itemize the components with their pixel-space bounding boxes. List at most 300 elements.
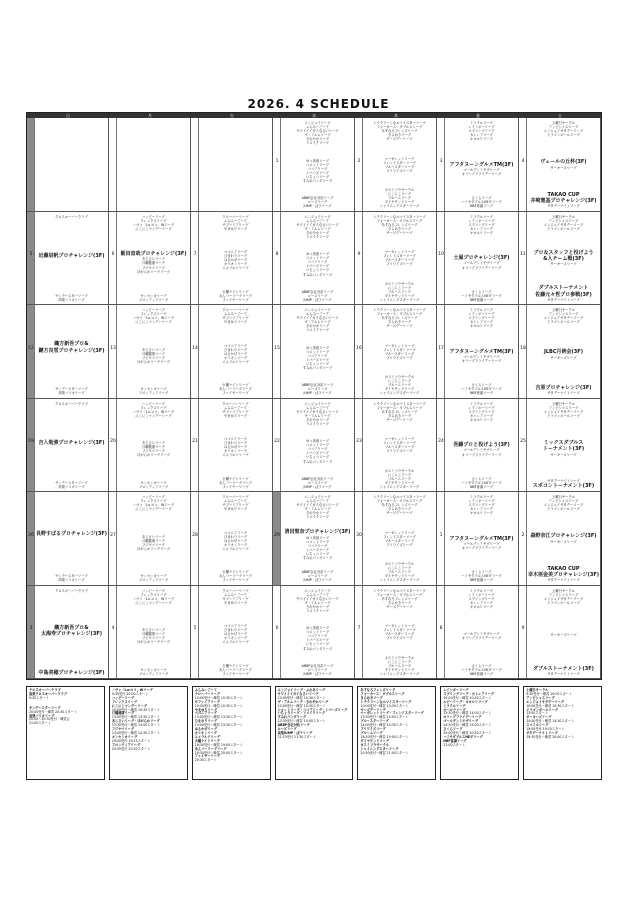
start-time: 10:00受付～練習 10:30スタート xyxy=(111,707,160,712)
league-name: 月曜健康リーグ xyxy=(141,445,166,450)
league-name: トウクリーンなルマイスターリーグ xyxy=(373,401,426,406)
day-strip xyxy=(437,305,445,398)
league-name: ブルースターリーグ xyxy=(384,258,415,263)
league-name: オオルリリーグ xyxy=(470,137,493,142)
day-content xyxy=(36,215,107,303)
day-content xyxy=(282,495,353,583)
league-name: さくらリーグ xyxy=(471,663,492,668)
league-name: ふらみーごーて xyxy=(223,592,248,597)
day-number: 30 xyxy=(356,532,362,538)
league-name: エンジョイリーグ xyxy=(304,308,331,312)
group-night xyxy=(302,570,334,582)
day-cell xyxy=(273,399,355,493)
league-name: あすなろフレンズリーグ xyxy=(381,222,418,227)
league-name: にこにこリーグ xyxy=(387,659,412,664)
day-number: 6 xyxy=(111,252,115,258)
day-number: 18 xyxy=(520,345,526,351)
league-label: フレックスリーグ xyxy=(111,699,138,704)
day-cell xyxy=(519,305,601,399)
day-content xyxy=(36,589,107,677)
group-afternoon xyxy=(453,442,509,457)
day-cell xyxy=(273,305,355,399)
start-time: 13:30受付～練習 14:00スタート xyxy=(443,711,492,716)
league-label: サワイイイガイなさいリーグ xyxy=(277,691,319,696)
day-number: 24 xyxy=(438,439,444,445)
league-name: 高梨バリオリーグ xyxy=(58,297,85,302)
day-cell xyxy=(355,399,437,493)
league-name: サーキーズリーグ xyxy=(550,165,577,170)
league-label: オリオンリーグ xyxy=(194,730,217,735)
group-afternoon xyxy=(303,252,333,277)
league-name: サワイイイガイなさいリーグ xyxy=(296,222,339,227)
group-morning xyxy=(373,589,426,609)
league-name: サタデーナイトリーグ xyxy=(547,204,580,209)
group-afternoon xyxy=(462,632,501,640)
league-time-box xyxy=(357,686,436,780)
group-afternoon xyxy=(284,529,350,560)
group-morning xyxy=(222,402,248,418)
day-strip xyxy=(519,399,527,492)
league-name: フレンドスターリーグ xyxy=(383,254,416,259)
league-name: JUMP・ぱラリーグ xyxy=(303,671,332,676)
day-number: 3 xyxy=(439,158,443,164)
league-label: サファイアリーグ xyxy=(194,699,220,704)
group-afternoon xyxy=(543,440,584,457)
league-name: きらめきリーグ xyxy=(387,320,412,325)
league-name: ひまわりリーグ xyxy=(223,441,248,446)
league-name: オリーブフライデーリーグ xyxy=(461,265,502,270)
league-name: フジヤマリーグ xyxy=(142,449,165,454)
league-label: コメットリーグ・ココアリーグ・トパーズリーグ xyxy=(277,707,348,712)
league-name: スプリングリーグ xyxy=(468,409,495,414)
league-name: カスミソウサークル xyxy=(384,188,415,193)
day-content xyxy=(36,495,107,583)
league-name: アンビシャスリーグ xyxy=(548,592,579,597)
group-afternoon xyxy=(137,628,170,644)
group-morning xyxy=(373,121,426,141)
league-name: きらめきリーグ xyxy=(387,226,412,231)
day-number: 9 xyxy=(521,626,525,632)
day-strip xyxy=(437,118,445,211)
day-number: 4 xyxy=(111,626,115,632)
league-name: ふらみーごーて xyxy=(305,312,330,317)
group-night xyxy=(302,664,334,676)
league-name: ドラゴンボールリーグ xyxy=(547,320,580,325)
day-number: 10 xyxy=(438,252,444,258)
day-number: 9 xyxy=(357,252,361,258)
group-night xyxy=(380,375,419,395)
league-name: JUMP・ぱラリーグ xyxy=(303,391,332,396)
league-name: カスミソウサークル xyxy=(384,281,415,286)
league-name: あじさいリーグ xyxy=(141,257,166,262)
league-name: フレンドスターリーグ xyxy=(383,347,416,352)
league-name: ダイヤモンドリーグ xyxy=(384,293,415,298)
league-label: フリワイズリーグ xyxy=(360,727,386,732)
event-title: 織方新吾プロ& xyxy=(54,341,89,348)
day-cell xyxy=(191,305,273,399)
league-name: ブルースターリーグ xyxy=(384,538,415,543)
event-title: 中島美穂プロチャレンジ(3F) xyxy=(38,669,105,676)
calendar-grid xyxy=(26,112,602,680)
group-afternoon xyxy=(303,439,333,464)
league-label: ハッピーリーグ xyxy=(111,695,135,700)
league-name: JUMP・ぱラリーグ xyxy=(303,204,332,209)
league-name: フレンドスターリーグ xyxy=(383,160,416,165)
weekday-header: 月 xyxy=(109,113,191,118)
league-label: あじさいリーグ・ほがらかリーグ xyxy=(111,719,160,724)
league-name: キンセンカリーグ xyxy=(140,667,167,672)
league-name: フレンドスターリーグ xyxy=(383,628,416,633)
league-name: エメラルドリーグ xyxy=(222,359,249,364)
league-name: ベゴニアリーグ xyxy=(224,437,247,442)
day-content xyxy=(528,402,599,490)
league-name: フリワイズリーグ xyxy=(386,542,413,547)
league-name: やまゆりリーグ xyxy=(223,320,248,325)
league-label: きらめきリーグ xyxy=(360,695,383,700)
day-strip xyxy=(109,118,117,211)
league-name: 土曜日サークル xyxy=(552,308,575,312)
league-name: トパーズリーグ xyxy=(306,548,329,553)
league-name: ほがらかリーグリーグ xyxy=(137,546,170,551)
day-strip xyxy=(27,399,35,492)
day-cell xyxy=(519,212,601,306)
day-cell xyxy=(519,586,601,680)
group-afternoon xyxy=(453,255,509,270)
league-name: フリワイズリーグ xyxy=(386,449,413,454)
league-label: トウクリーンなルマイスターリーグ xyxy=(360,699,412,704)
league-name: 月曜健康リーグ xyxy=(141,351,166,356)
league-name: ローズリーグ xyxy=(307,667,328,672)
league-name: カスミソウサークル xyxy=(384,375,415,380)
day-cell xyxy=(355,212,437,306)
league-label: にこにこマンデーリーグ xyxy=(111,703,147,708)
league-name: マーガレットリーグ xyxy=(384,437,415,442)
league-name: 土曜日サークル xyxy=(552,121,575,125)
league-name: オオルリリーグ xyxy=(470,417,493,422)
league-time-box xyxy=(440,686,519,780)
league-name: ザ・アルムリーグ xyxy=(304,226,331,231)
league-name: きれやかリーグ xyxy=(305,604,330,609)
group-night xyxy=(380,282,419,302)
day-number: 21 xyxy=(192,439,198,445)
league-name: フレックスリーグ xyxy=(140,312,167,317)
day-number: 19 xyxy=(28,439,34,445)
day-number: 28 xyxy=(192,532,198,538)
league-name: あんバーリーグリーグ xyxy=(219,480,252,485)
day-content xyxy=(200,308,271,396)
start-time: 19:30受付～練習 20:00スタート xyxy=(526,734,575,739)
league-label: ドラゴンボールリーグ xyxy=(526,707,558,712)
league-label: フォーカース・ダブルスリーグ xyxy=(360,691,405,696)
group-morning xyxy=(468,589,494,609)
league-name: シャイニングスターリーグ xyxy=(379,204,420,209)
group-morning xyxy=(373,495,426,515)
league-name: オリーブフライデーリーグ xyxy=(461,359,502,364)
league-name: ダイヤモンドリーグ xyxy=(384,667,415,672)
day-cell xyxy=(355,586,437,680)
group-afternoon xyxy=(449,162,513,177)
day-cell xyxy=(27,305,109,399)
group-night xyxy=(55,387,88,395)
league-name: シャイニングスターリーグ xyxy=(379,297,420,302)
group-afternoon xyxy=(36,531,107,537)
group-morning xyxy=(544,308,583,324)
league-name: クロスオーバークラブ xyxy=(55,401,88,406)
day-cell xyxy=(519,118,601,212)
league-name: ゴールデンミモザリーグ xyxy=(463,261,500,266)
league-name: ココアリーグ xyxy=(307,634,328,639)
day-number: 5 xyxy=(29,252,33,258)
league-name: クローバーリーグ xyxy=(222,308,249,312)
group-morning xyxy=(133,402,174,418)
event-title: 近藤辰帆プロチャレンジ(3F) xyxy=(38,253,105,259)
league-name: ハミサダブルスHEダリーグ xyxy=(461,200,502,205)
league-name: ドラゴンボールリーグ xyxy=(547,600,580,605)
league-name: ザ・アルムリーグ xyxy=(304,133,331,138)
league-name: キンセンカリーグ xyxy=(140,574,167,579)
day-content xyxy=(36,308,107,396)
league-name: さくらリーグ xyxy=(471,570,492,575)
start-time: 20:00受付～練習 20:30スタート xyxy=(443,730,492,735)
day-cell xyxy=(519,492,601,586)
league-name: ローズリーグ xyxy=(307,293,328,298)
league-name: ココアリーグ xyxy=(307,447,328,452)
day-number: 7 xyxy=(357,626,361,632)
start-time: 13:30受付～練習 14:00スタート xyxy=(277,719,326,724)
league-name: 月曜健康リーグ xyxy=(141,632,166,637)
league-name: 高梨バリオリーグ xyxy=(58,391,85,396)
league-label: エンジョイリーグ・ふれあリーグ xyxy=(277,688,326,692)
day-content xyxy=(364,215,435,303)
league-name: NBF意識リーグ xyxy=(469,204,494,209)
day-strip xyxy=(191,118,199,211)
league-name: ふらみーごーて xyxy=(305,499,330,504)
day-number: 4 xyxy=(521,158,525,164)
league-name: シャイニングスターリーグ xyxy=(379,391,420,396)
day-content xyxy=(36,402,107,490)
group-afternoon xyxy=(544,349,583,360)
start-time: 14:00受付～練習 14:30スタート xyxy=(360,723,409,728)
league-name: ブルースターリーグ xyxy=(384,632,415,637)
group-night xyxy=(461,664,501,676)
league-name: シャイニングスターリーグ xyxy=(379,671,420,676)
league-name: スプリングリーグ xyxy=(468,222,495,227)
league-name: フレンドスターリーグ xyxy=(383,534,416,539)
group-afternoon xyxy=(222,437,248,457)
league-name: ザ・アルムリーグ xyxy=(304,413,331,418)
league-name: さくらリーグ xyxy=(471,383,492,388)
start-time: 9:30受付～練習 10:00スタート xyxy=(526,691,573,696)
league-name: ローズリーグ xyxy=(307,574,328,579)
league-name: ゆう美坂リーグ xyxy=(305,158,330,163)
league-name: NBF意識リーグ xyxy=(469,671,494,676)
league-name: ゆう美坂リーグ xyxy=(305,535,330,540)
league-name: ミラクルリーグ xyxy=(470,588,493,593)
league-name: マーガレットリーグ xyxy=(384,530,415,535)
day-cell xyxy=(437,492,519,586)
league-name: コメットリーグ xyxy=(305,539,330,544)
group-night xyxy=(461,383,501,395)
event-title: ミックスダブルス xyxy=(543,439,584,446)
group-afternoon xyxy=(383,437,416,453)
league-name: アンビシャスリーグ xyxy=(548,312,579,317)
league-name: あすなろフレンズリーグ xyxy=(381,409,418,414)
league-name: ひまわりリーグ xyxy=(223,628,248,633)
start-time: 10:00受付～練習 10:30スタート xyxy=(194,695,243,700)
group-night xyxy=(535,285,591,302)
league-name: にこにこリーグ xyxy=(387,379,412,384)
league-name: エンジョイサタデーリーグ xyxy=(543,596,584,601)
league-name: 土曜日サークル xyxy=(552,588,575,593)
league-name: にこにこマンデーリーグ xyxy=(135,507,172,512)
league-name: ミラクルリーグ xyxy=(470,401,493,406)
day-strip xyxy=(273,399,281,492)
group-morning xyxy=(55,589,88,593)
league-name: レインボーリーグ xyxy=(468,499,495,504)
league-name: エメラルドリーグ xyxy=(222,453,249,458)
day-content xyxy=(200,121,271,209)
event-title: 井崎寛基プロチャレンジ(3F) xyxy=(530,198,597,204)
league-name: ゆう美坂リーグ xyxy=(305,439,330,444)
day-cell xyxy=(109,399,191,493)
league-name: レインボーリーグ xyxy=(468,405,495,410)
league-name: ファイヤーリーグ xyxy=(222,391,249,396)
start-time: 18:30受付～練習 19:00スタート xyxy=(194,742,243,747)
league-label: フジヤマリーグ xyxy=(111,727,135,732)
league-name: ハッピーリーグ xyxy=(142,401,165,406)
day-strip xyxy=(519,118,527,211)
start-time: 20:00～20:30受付・練習会 xyxy=(29,717,70,722)
league-label: ふらみーごーて xyxy=(194,688,218,692)
league-name: きらめきリーグ xyxy=(387,507,412,512)
league-name: NBF意識リーグ xyxy=(469,484,494,489)
day-cell xyxy=(191,118,273,212)
league-name: ローズリーグ xyxy=(307,200,328,205)
league-time-box xyxy=(26,686,105,780)
league-name: コメットリーグ xyxy=(305,630,330,635)
league-name: にこにこマンデーリーグ xyxy=(135,320,172,325)
league-name: ダイヤモンドリーグ xyxy=(384,480,415,485)
league-label: はるかぜリーグ xyxy=(194,727,218,732)
league-name: すみれパンダリーグ xyxy=(302,459,333,464)
group-night xyxy=(55,574,88,582)
league-name: 火曜ナイトリーグ xyxy=(222,476,249,481)
day-content xyxy=(118,121,189,209)
league-name: サタデーナイトリーグ xyxy=(547,671,580,676)
league-label: すみれパンダリーグ xyxy=(277,715,307,720)
group-afternoon xyxy=(303,346,333,371)
day-content xyxy=(364,495,435,583)
group-night xyxy=(533,479,594,490)
league-name: あじさいリーグ xyxy=(141,534,166,539)
league-name: やまゆりリーグ xyxy=(223,600,248,605)
day-content xyxy=(282,589,353,677)
start-time: 13:30受付～練習 14:00スタート xyxy=(111,723,160,728)
league-name: すみれパンダリーグ xyxy=(302,272,333,277)
league-name: ふらみーごーて xyxy=(305,218,330,223)
league-name: あじさいリーグ xyxy=(141,628,166,633)
league-name: ふらみーごーて xyxy=(223,405,248,410)
event-title: ヴェールの丘杯(3F) xyxy=(540,159,587,166)
league-name: ゴールデンミモザリーグ xyxy=(463,354,500,359)
event-title: アフタヌーングルメTM(3F) xyxy=(449,161,514,168)
league-label: 高梨JUMP・ぱラリーグ xyxy=(277,730,313,735)
league-name: ザ・アルムリーグ xyxy=(304,600,331,605)
league-name: あすなろフレンズリーグ xyxy=(381,596,418,601)
group-afternoon xyxy=(222,531,248,551)
day-cell xyxy=(27,492,109,586)
league-name: オオルリリーグ xyxy=(470,230,493,235)
group-morning xyxy=(296,215,338,240)
league-name: ザ・アルムリーグ xyxy=(304,320,331,325)
group-afternoon xyxy=(222,344,248,364)
league-name: フリワイズリーグ xyxy=(386,355,413,360)
league-name: サタデーナイトリーグ xyxy=(547,391,580,396)
league-name: サファイアリーグ xyxy=(222,409,249,414)
group-night xyxy=(533,666,594,677)
league-name: ゴールデンミモザリーグ xyxy=(463,541,500,546)
group-afternoon xyxy=(550,633,576,637)
day-strip xyxy=(191,212,199,305)
group-morning xyxy=(222,495,248,511)
group-night xyxy=(139,668,168,676)
day-content xyxy=(118,402,189,490)
league-time-box xyxy=(192,686,271,780)
league-name: あじさいリーグ xyxy=(141,347,166,352)
start-time: 13:00スタート xyxy=(526,711,549,716)
league-name: スプリングリーグ xyxy=(468,503,495,508)
league-name: サンデースターリーグ xyxy=(55,293,88,298)
league-time-box xyxy=(523,686,602,780)
day-number: 16 xyxy=(356,345,362,351)
league-label: エメラルドリーグ xyxy=(194,734,221,739)
day-content xyxy=(282,308,353,396)
league-name: サーズデーリーグ xyxy=(386,230,413,235)
league-name: 火曜ナイトリーグ xyxy=(222,570,249,575)
league-name: にこにこリーグ xyxy=(387,192,412,197)
league-name: サタデーナイトリーグ xyxy=(547,478,580,483)
day-content xyxy=(446,589,517,677)
day-content xyxy=(118,308,189,396)
league-name: ほがらかリーグリーグ xyxy=(137,453,170,458)
league-label: キンセンカリーグ xyxy=(111,734,138,739)
league-name: サファイアリーグ xyxy=(222,596,249,601)
league-name: フォーカース・ダブルスリーグ xyxy=(376,312,423,317)
day-number: 5 xyxy=(193,626,197,632)
league-name: ダイヤモンドリーグ xyxy=(384,200,415,205)
league-name: フリワイズリーグ xyxy=(386,636,413,641)
group-night xyxy=(219,290,252,302)
league-name: いちょうリーグ xyxy=(305,552,330,557)
group-morning xyxy=(468,215,494,235)
league-name: エンジョイサタデーリーグ xyxy=(543,316,584,321)
day-strip xyxy=(273,586,281,679)
league-name: ABBP会社対抗リーグ xyxy=(301,663,334,668)
group-afternoon xyxy=(38,341,104,354)
league-name: ハミサダブルスHEダリーグ xyxy=(461,387,502,392)
day-strip xyxy=(191,305,199,398)
day-cell xyxy=(191,492,273,586)
day-content xyxy=(446,215,517,303)
league-name: ふらみーごーて xyxy=(223,218,248,223)
league-name: ドラゴンボールリーグ xyxy=(547,133,580,138)
weekday-header: 火 xyxy=(191,113,273,118)
league-name: 月曜健康リーグ xyxy=(141,261,166,266)
day-content xyxy=(200,402,271,490)
league-name: サワイイイガイなさいリーグ xyxy=(296,596,339,601)
start-time: 21:15受付 21:30スタート xyxy=(277,734,317,739)
league-name: ふらみーごーて xyxy=(305,592,330,597)
